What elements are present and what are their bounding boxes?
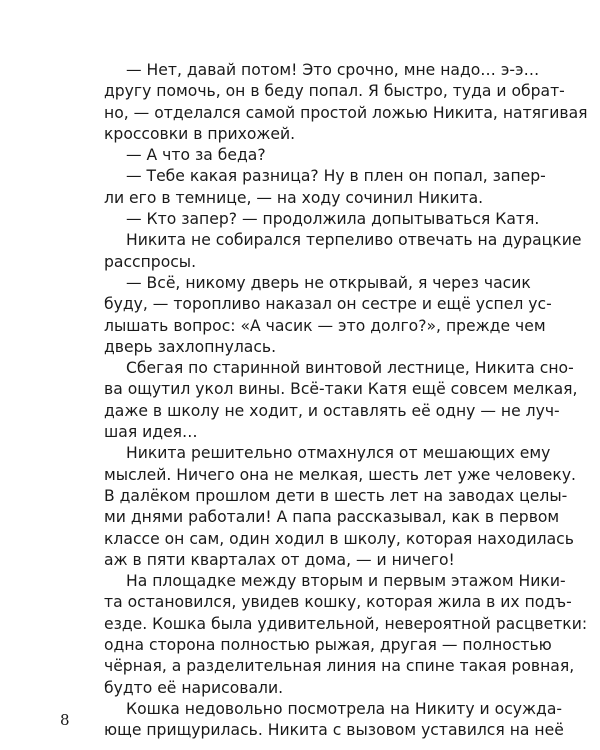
text-line: та остановился, увидев кошку, которая жила в их подъ-	[104, 593, 572, 612]
text-line: — Всё, никому дверь не открывай, я через часик	[126, 273, 531, 292]
text-line: чёрная, а разделительная линия на спине такая ровная,	[104, 657, 575, 676]
paragraph	[104, 209, 540, 230]
text-line: — Нет, давай потом! Это срочно, мне надо… э-э…	[126, 61, 540, 79]
paragraph	[104, 443, 577, 571]
paragraph	[104, 145, 526, 166]
text-line: ми днями работали! А папа рассказывал, как в первом	[104, 508, 560, 527]
paragraph	[104, 230, 582, 273]
text-line: Никита не собирался терпеливо отвечать на дурацкие	[126, 231, 582, 250]
text-line: аж в пяти кварталах от дома, — и ничего!	[104, 550, 455, 569]
text-line: ли его в темнице, — на ходу сочинил Никита.	[104, 188, 484, 207]
paragraph	[104, 699, 564, 742]
text-line: На площадке между вторым и первым этажом Ники-	[126, 572, 566, 591]
text-line: шая идея…	[104, 423, 198, 442]
paragraph	[104, 273, 552, 358]
text-line: лышать вопрос: «А часик — это долго?», прежде чем	[104, 316, 546, 335]
text-line: даже в школу не ходит, и оставлять её одну — не луч-	[104, 401, 560, 420]
text-line: но, — отделался самой простой ложью Никита, натягивая	[104, 103, 588, 122]
paragraph	[104, 571, 588, 699]
text-line: мыслей. Ничего она не мелкая, шесть лет уже человеку.	[104, 465, 577, 484]
text-line: В далёком прошлом дети в шесть лет на заводах целы-	[104, 486, 568, 505]
text-line: классе он сам, один ходил в школу, которая находилась	[104, 529, 574, 548]
paragraph	[104, 166, 546, 209]
text-line: другу помочь, он в беду попал. Я быстро, туда и обрат-	[104, 82, 565, 101]
body-text	[104, 60, 588, 742]
text-line: — Тебе какая разница? Ну в плен он попал, запер-	[126, 167, 546, 186]
text-line: Кошка недовольно посмотрела на Никиту и осужда-	[126, 699, 563, 718]
text-line: кроссовки в прихожей.	[104, 124, 296, 143]
text-line: юще прищурилась. Никита с вызовом уставился на неё	[104, 721, 564, 740]
text-line: буду, — торопливо наказал он сестре и ещё успел ус-	[104, 295, 552, 314]
text-line: одна сторона полностью рыжая, другая — полностью	[104, 636, 552, 655]
paragraph	[104, 358, 578, 443]
text-line: дверь захлопнулась.	[104, 337, 277, 356]
text-line: расспросы.	[104, 252, 197, 271]
text-line: Сбегая по старинной винтовой лестнице, Никита сно-	[126, 359, 574, 378]
text-line: Никита решительно отмахнулся от мешающих ему	[126, 444, 551, 463]
text-line: — Кто запер? — продолжила допытываться Катя.	[126, 210, 540, 229]
text-line: ва ощутил укол вины. Всё-таки Катя ещё совсем мелкая,	[104, 380, 578, 399]
page-number: 8	[60, 711, 70, 729]
text-line: езде. Кошка была удивительной, невероятной расцветки:	[104, 614, 588, 633]
text-line: — А что за беда?	[126, 146, 266, 165]
text-line: будто её нарисовали.	[104, 678, 284, 697]
paragraph	[104, 60, 588, 145]
